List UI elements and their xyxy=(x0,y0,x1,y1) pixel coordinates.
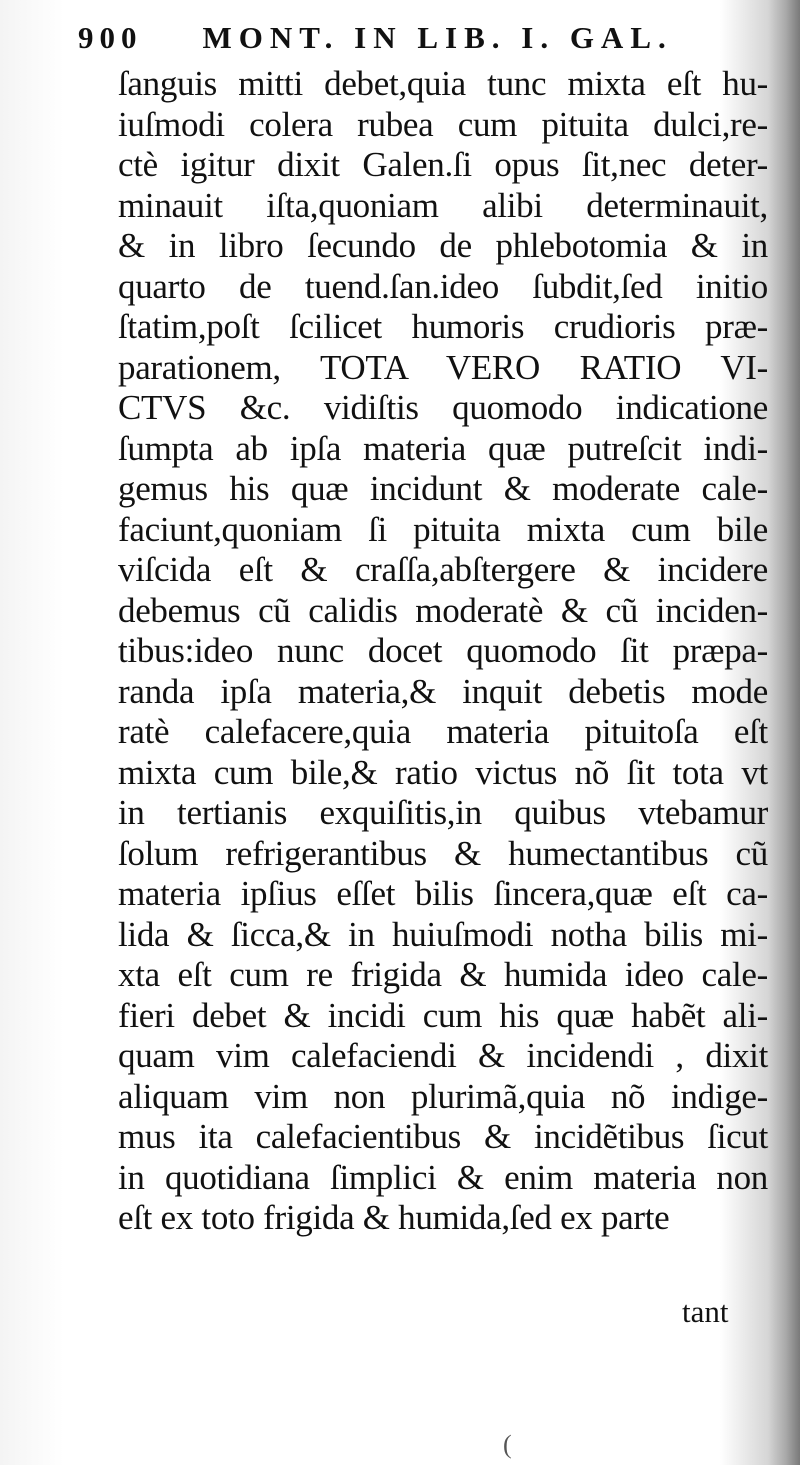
text-line: iuſmodi colera rubea cum pituita dulci,re- xyxy=(118,104,768,144)
text-line: materia ipſius eſſet bilis ſincera,quæ eſt ca- xyxy=(118,874,768,913)
text-line: lida & ſicca,& in huiuſmodi notha bilis mi- xyxy=(118,914,768,954)
text-line: quam vim calefaciendi & incidendi , dixit xyxy=(118,1036,768,1075)
text-line: ſanguis mitti debet,quia tunc mixta eſt hu- xyxy=(118,64,768,103)
text-line: fieri debet & incidi cum his quæ habẽt ali- xyxy=(118,995,768,1035)
text-line: ſolum refrigerantibus & humectantibus cũ xyxy=(118,833,768,873)
text-line: ſumpta ab ipſa materia quæ putreſcit indi- xyxy=(118,428,768,468)
body-text xyxy=(118,64,768,1239)
text-line: CTVS &c. vidiſtis quomodo indicatione xyxy=(118,388,768,427)
text-line: tibus:ideo nunc docet quomodo ſit præpa- xyxy=(118,631,768,670)
text-line: & in libro ſecundo de phlebotomia & in xyxy=(118,226,768,265)
text-line: minauit iſta,quoniam alibi determinauit, xyxy=(118,185,768,225)
text-line: aliquam vim non plurimã,quia nõ indige- xyxy=(118,1076,768,1116)
text-line: ratè calefacere,quia materia pituitoſa eſt xyxy=(118,712,768,751)
running-head xyxy=(78,18,718,58)
stray-mark: ( xyxy=(503,1430,512,1459)
page-gutter-shadow xyxy=(768,0,800,1465)
text-line: ctè igitur dixit Galen.ſi opus ſit,nec deter- xyxy=(118,145,768,184)
text-line: in quotidiana ſimplici & enim materia non xyxy=(118,1157,768,1197)
text-line: randa ipſa materia,& inquit debetis mode xyxy=(118,671,768,711)
text-line: viſcida eſt & craſſa,abſtergere & incidere xyxy=(118,550,768,589)
text-line: faciunt,quoniam ſi pituita mixta cum bile xyxy=(118,509,768,549)
text-line: eſt ex toto frigida & humida,ſed ex parte xyxy=(118,1198,670,1237)
text-line: xta eſt cum re frigida & humida ideo cale- xyxy=(118,955,768,994)
page-number: 900 xyxy=(78,20,143,55)
text-line: in tertianis exquiſitis,in quibus vtebamur xyxy=(118,793,768,832)
text-line: gemus his quæ incidunt & moderate cale- xyxy=(118,469,768,508)
text-line: debemus cũ calidis moderatè & cũ inciden- xyxy=(118,590,768,630)
text-line: parationem, TOTA VERO RATIO VI- xyxy=(118,347,768,387)
running-title: MONT. IN LIB. I. GAL. xyxy=(202,20,673,55)
text-line: quarto de tuend.ſan.ideo ſubdit,ſed initio xyxy=(118,266,768,306)
text-line: ſtatim,poſt ſcilicet humoris crudioris præ- xyxy=(118,307,768,346)
text-line: mus ita calefacientibus & incidẽtibus ſicut xyxy=(118,1117,768,1156)
text-line: mixta cum bile,& ratio victus nõ ſit tota vt xyxy=(118,752,768,792)
catchword: tant xyxy=(682,1294,729,1329)
